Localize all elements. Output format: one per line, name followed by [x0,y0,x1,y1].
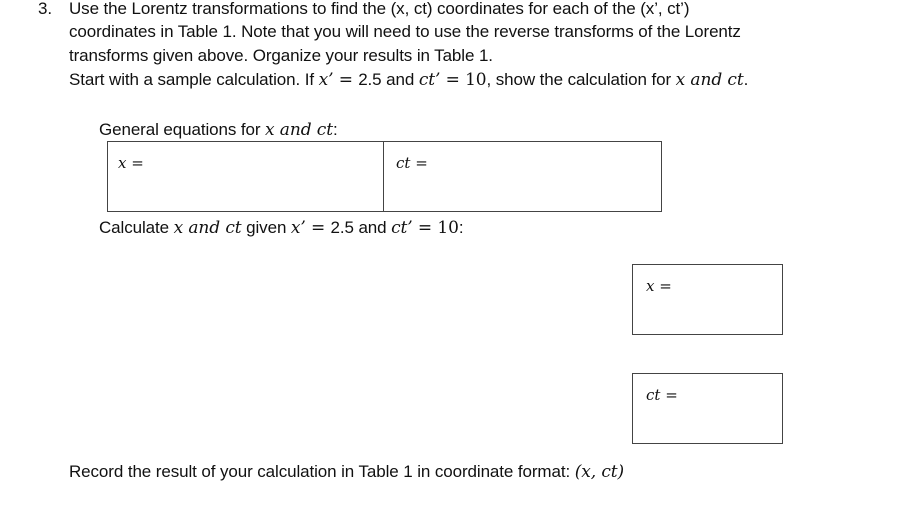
sample-value-2: 10 [465,70,487,90]
calculate-prefix: Calculate [99,218,174,237]
sample-vars: x and ct [675,70,744,90]
record-text: Record the result of your calculation in Table 1 in coordinate format: [69,462,575,481]
sample-xprime: x’ [318,70,334,90]
calculate-and: and [353,218,392,237]
record-coord: (x, ct) [574,462,625,482]
calculate-eq2: = [412,218,438,238]
calculate-xprime: x’ [290,218,306,238]
calculated-x-label: x = [646,277,672,295]
calculated-ct-label: ct = [646,386,678,404]
general-ct-answer-box[interactable] [383,141,662,212]
calculated-x-answer-box[interactable] [632,264,783,335]
general-vars: x and ct [265,120,333,140]
calculate-ctprime: ct’ [391,218,413,238]
general-equations-heading [99,118,338,142]
calculate-vars: x and ct [173,218,242,238]
sample-value-1: 2.5 [358,70,382,89]
calculate-eq1: = [305,218,331,238]
sample-middle: , show the calculation for [486,70,676,89]
general-x-label: x = [118,154,144,172]
calculate-suffix: : [458,218,464,237]
question-line-2: coordinates in Table 1. Note that you will need to use the reverse transforms of the Lorentz [69,22,741,41]
question-line-3: transforms given above. Organize your results in Table 1. [69,46,493,65]
sample-prefix: Start with a sample calculation. If [69,70,319,89]
general-x-answer-box[interactable] [107,141,384,212]
sample-calculation-line [69,68,748,92]
sample-and: and [381,70,419,89]
sample-eq2: = [440,70,466,90]
calculate-value-1: 2.5 [330,218,354,237]
record-instruction [69,460,624,484]
calculated-ct-answer-box[interactable] [632,373,783,444]
general-ct-label: ct = [396,154,428,172]
calculate-heading [99,216,463,240]
question-number: 3. [38,0,52,18]
sample-end: . [743,70,749,89]
sample-ctprime: ct’ [418,70,441,90]
question-line-1: Use the Lorentz transformations to find the (x, ct) coordinates for each of the (x’, ct’) [69,0,690,18]
general-prefix: General equations for [99,120,266,139]
sample-eq1: = [333,70,359,90]
calculate-given: given [241,218,291,237]
calculate-value-2: 10 [437,218,459,238]
general-suffix: : [332,120,338,139]
